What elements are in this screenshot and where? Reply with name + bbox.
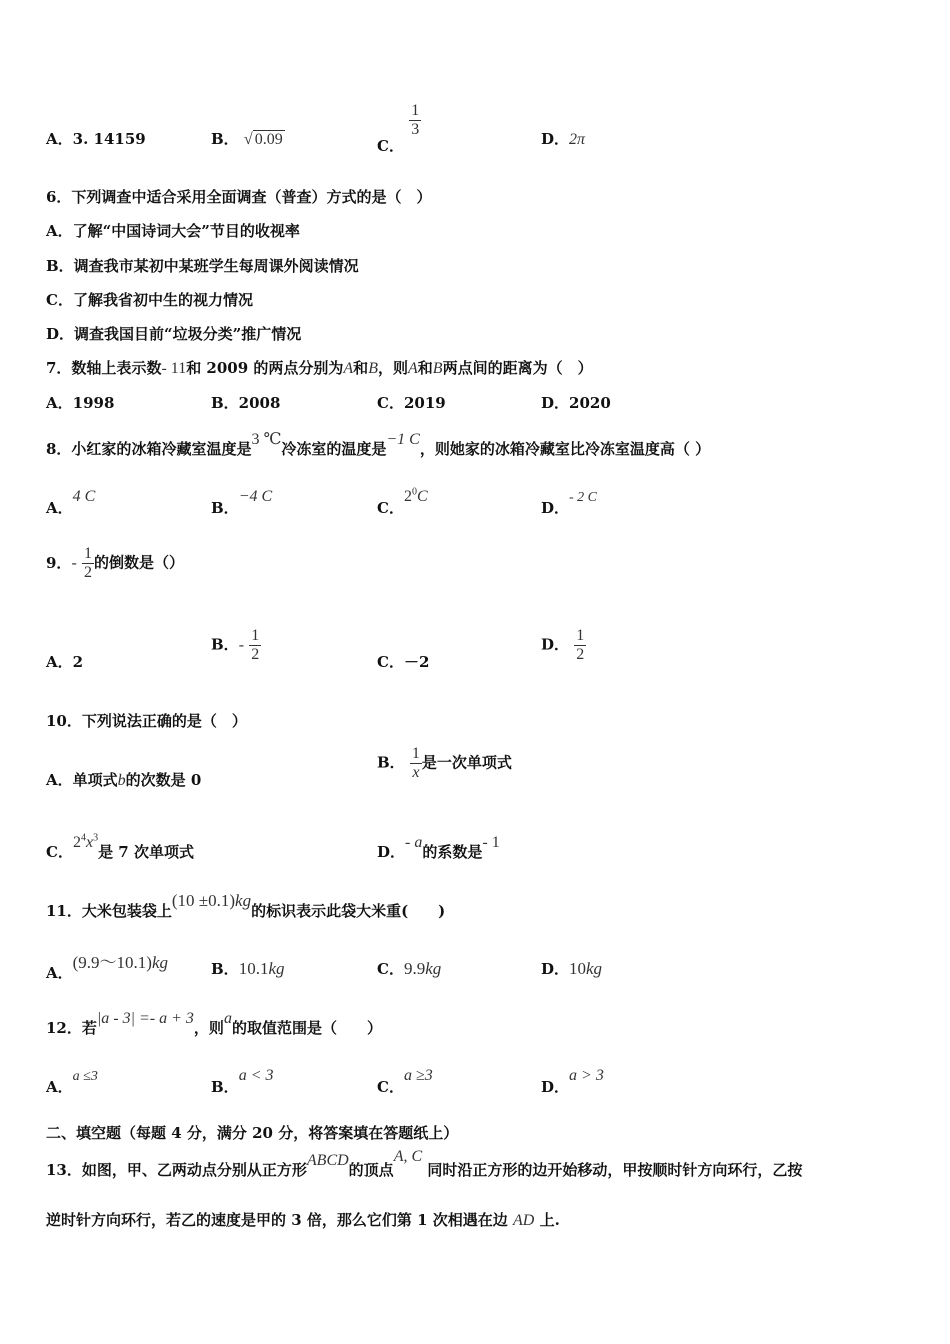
section-2-title: 二、填空题（每题 4 分，满分 20 分，将答案填在答题纸上）: [46, 1124, 459, 1142]
q6-option-b: B．调查我市某初中某班学生每周课外阅读情况: [46, 257, 359, 275]
q12-option-a: A．a ≤3: [46, 1069, 98, 1096]
q7-option-c: C．2019: [377, 394, 446, 412]
fraction: $\frac{1}{3}$: [411, 102, 420, 138]
q10-option-c: C．$2^4x^3$是 7 次单项式: [46, 832, 194, 861]
q12-option-d: D．a > 3: [541, 1067, 604, 1096]
q9-option-d: D． $\frac{1}{2}$: [541, 627, 585, 663]
q12-stem: 12．若|a - 3| =- a + 3，则a的取值范围是（ ）: [46, 1010, 382, 1037]
q11-option-c: C．9.9kg: [377, 959, 442, 978]
q8-option-d: D．- 2 C: [541, 490, 598, 517]
q6-stem: 6．下列调查中适合采用全面调查（普查）方式的是（ ）: [46, 188, 432, 206]
q9-stem: 9．- $\frac{1}{2}$ 的倒数是（）: [46, 545, 185, 581]
q8-option-b: B．−4 C: [211, 488, 273, 517]
q8-option-a: A．4 C: [46, 488, 96, 517]
q12-option-b: B．a < 3: [211, 1067, 274, 1096]
q11-stem: 11．大米包装袋上(10 ±0.1)kg的标识表示此袋大米重( ): [46, 891, 446, 920]
fraction: $\frac{1}{x}$: [411, 745, 420, 781]
q10-stem: 10．下列说法正确的是（ ）: [46, 712, 247, 730]
fraction: $\frac{1}{2}$: [84, 545, 92, 581]
q10-option-b: B． $\frac{1}{x}$ 是一次单项式: [377, 745, 512, 781]
fraction: $\frac{1}{2}$: [251, 627, 260, 663]
q10-option-a: A．单项式b的次数是 0: [46, 771, 202, 789]
q5-option-a: A．3. 14159: [46, 130, 146, 148]
q12-option-c: C．a ≥3: [377, 1067, 433, 1096]
q5-option-c: C． $\frac{1}{3}$: [377, 102, 420, 155]
q7-option-d: D．2020: [541, 394, 611, 412]
q9-option-a: A．2: [46, 653, 84, 671]
q10-option-d: D．- a的系数是- 1: [377, 834, 500, 861]
q11-option-a: A．(9.9～10.1)kg: [46, 953, 169, 982]
q8-stem: 8．小红家的冰箱冷藏室温度是3 ℃冷冻室的温度是−1 C，则她家的冰箱冷藏室比冷冻室温度高（ ）: [46, 431, 711, 458]
q7-stem: 7．数轴上表示数- 11和 2009 的两点分别为A和B，则A和B两点间的距离为（ ）: [46, 359, 593, 377]
q6-option-a: A．了解“中国诗词大会”节目的收视率: [46, 222, 300, 240]
q11-option-d: D．10kg: [541, 959, 603, 978]
q5-option-b: B． √ 0.09: [211, 130, 283, 148]
q11-option-b: B．10.1kg: [211, 959, 285, 978]
q7-option-a: A．1998: [46, 394, 115, 412]
q9-option-b: B．- $\frac{1}{2}$: [211, 627, 260, 663]
q13-line-2: 逆时针方向环行，若乙的速度是甲的 3 倍，那么它们第 1 次相遇在边 AD 上.: [46, 1211, 560, 1229]
fraction: $\frac{1}{2}$: [576, 627, 585, 663]
sqrt-expression: √ 0.09: [243, 131, 283, 148]
q5-option-d: D．2π: [541, 130, 586, 148]
q6-option-d: D．调查我国目前“垃圾分类”推广情况: [46, 325, 302, 343]
q6-option-c: C．了解我省初中生的视力情况: [46, 291, 253, 309]
q7-option-b: B．2008: [211, 394, 281, 412]
q13-line-1: 13．如图，甲、乙两动点分别从正方形ABCD的顶点A, C 同时沿正方形的边开始移动，甲按顺时针方向环行，乙按: [46, 1148, 803, 1179]
q9-option-c: C．－2: [377, 653, 430, 671]
q8-option-c: C．$2^0C$: [377, 486, 428, 517]
